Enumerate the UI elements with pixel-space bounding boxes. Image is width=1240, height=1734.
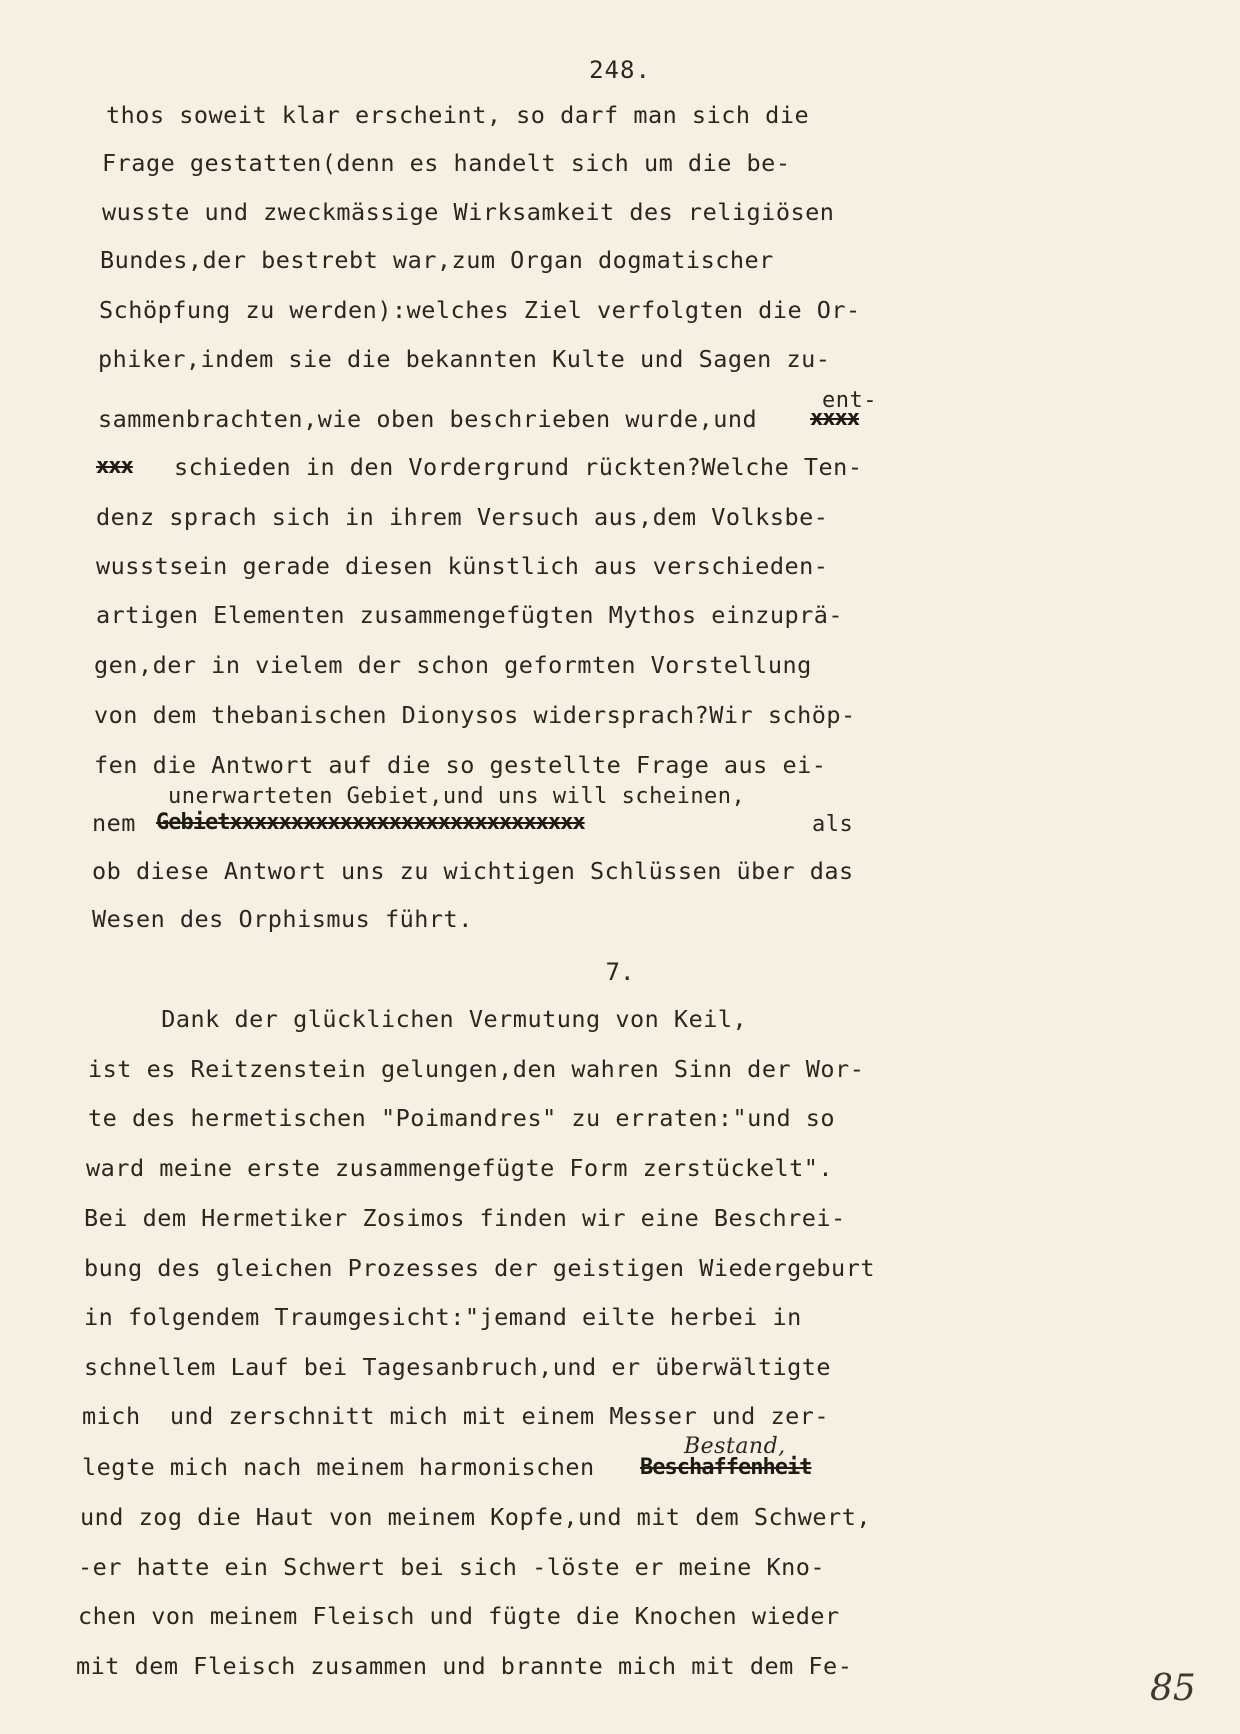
handwritten-bestand: Bestand,	[684, 1434, 786, 1459]
strikeout-line-8: xxx	[96, 454, 133, 479]
p2-line-4: ward meine erste zusammengefügte Form zerstückelt".	[86, 1154, 834, 1182]
p1-line-16: ob diese Antwort uns zu wichtigen Schlüssen über das	[92, 857, 854, 885]
p1-line-11: artigen Elementen zusammengefügten Mythos einzuprä-	[96, 601, 844, 629]
p1-line-2: Frage gestatten(denn es handelt sich um die be-	[102, 149, 791, 177]
p2-line-9: mich und zerschnitt mich mit einem Messer und zer-	[82, 1402, 830, 1430]
p1-line-1: thos soweit klar erscheint, so darf man sich die	[106, 101, 810, 129]
p2-line-12: -er hatte ein Schwert bei sich -löste er meine Kno-	[78, 1553, 826, 1581]
p2-line-7: in folgendem Traumgesicht:"jemand eilte herbei in	[84, 1303, 802, 1331]
p2-line-14: mit dem Fleisch zusammen und brannte mich mit dem Fe-	[76, 1652, 853, 1680]
section-number: 7.	[605, 958, 635, 986]
strikeout-beschaffenheit: Beschaffenheit	[640, 1455, 812, 1480]
insertion-als: als	[812, 812, 854, 837]
p2-line-10: legte mich nach meinem harmonischen	[82, 1453, 595, 1481]
page-number: 248.	[589, 56, 651, 84]
p1-line-12: gen,der in vielem der schon geformten Vorstellung	[94, 651, 812, 679]
p1-line-8: schieden in den Vordergrund rückten?Welche Ten-	[174, 453, 863, 481]
p1-line-15: nem	[92, 809, 136, 837]
insertion-unerwarteten: unerwarteten Gebiet,und uns will scheinen,	[168, 784, 746, 809]
p1-line-14: fen die Antwort auf die so gestellte Frage aus ei-	[94, 751, 827, 779]
strikeout-line-7: xxxx	[810, 406, 859, 431]
p1-line-10: wusstsein gerade diesen künstlich aus verschieden-	[96, 552, 829, 580]
p2-line-11: und zog die Haut von meinem Kopfe,und mit dem Schwert,	[80, 1503, 872, 1531]
p1-line-9: denz sprach sich in ihrem Versuch aus,dem Volksbe-	[96, 503, 829, 531]
p2-line-8: schnellem Lauf bei Tagesanbruch,und er überwältigte	[84, 1353, 832, 1381]
p1-line-7: sammenbrachten,wie oben beschrieben wurde,und	[98, 405, 758, 433]
p2-line-13: chen von meinem Fleisch und fügte die Knochen wieder	[78, 1602, 840, 1630]
p2-line-5: Bei dem Hermetiker Zosimos finden wir eine Beschrei-	[84, 1204, 846, 1232]
insertion-ent: ent-	[822, 388, 877, 413]
p1-line-5: Schöpfung zu werden):welches Ziel verfolgten die Or-	[99, 296, 861, 324]
p1-line-4: Bundes,der bestrebt war,zum Organ dogmatischer	[100, 246, 774, 274]
p1-line-3: wusste und zweckmässige Wirksamkeit des religiösen	[102, 198, 835, 226]
p2-line-3: te des hermetischen "Poimandres" zu erraten:"und so	[88, 1104, 836, 1132]
strikeout-line-15: Gebietxxxxxxxxxxxxxxxxxxxxxxxxxxxxx	[156, 810, 585, 835]
p1-line-13: von dem thebanischen Dionysos widersprach?Wir schöp-	[94, 701, 856, 729]
p1-line-17: Wesen des Orphismus führt.	[92, 905, 473, 933]
p2-line-1: Dank der glücklichen Vermutung von Keil,	[88, 1005, 748, 1033]
p1-line-6: phiker,indem sie die bekannten Kulte und Sagen zu-	[98, 345, 831, 373]
p2-line-2: ist es Reitzenstein gelungen,den wahren Sinn der Wor-	[88, 1055, 865, 1083]
handwritten-folio-number: 85	[1150, 1668, 1196, 1709]
p2-line-6: bung des gleichen Prozesses der geistigen Wiedergeburt	[84, 1254, 876, 1282]
